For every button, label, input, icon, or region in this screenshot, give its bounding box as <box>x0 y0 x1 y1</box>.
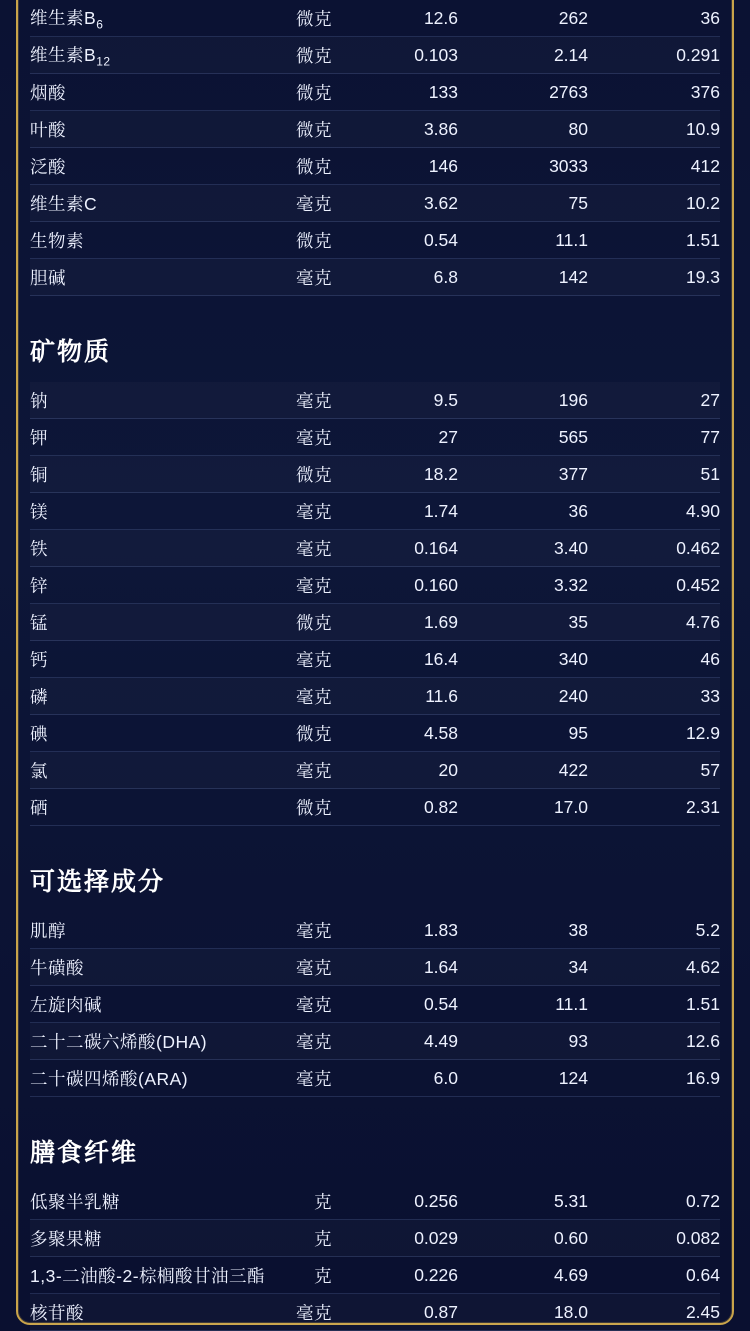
nutrient-name: 硒 <box>30 789 226 826</box>
nutrient-value-3: 77 <box>588 419 720 456</box>
nutrient-name-subscript: 6 <box>96 17 104 32</box>
nutrient-name: 铁 <box>30 530 226 567</box>
nutrient-value-1: 0.256 <box>332 1183 458 1220</box>
table-row <box>30 382 720 419</box>
nutrient-unit: 微克 <box>226 148 332 185</box>
nutrient-value-2: 340 <box>458 641 588 678</box>
nutrient-unit: 克 <box>226 1257 332 1294</box>
nutrient-value-1: 27 <box>332 419 458 456</box>
table-row <box>30 1023 720 1060</box>
nutrient-value-1: 0.164 <box>332 530 458 567</box>
nutrient-value-2: 2763 <box>458 74 588 111</box>
table-row <box>30 949 720 986</box>
nutrient-unit: 毫克 <box>226 949 332 986</box>
nutrient-value-2: 2.14 <box>458 37 588 74</box>
nutrient-unit: 毫克 <box>226 419 332 456</box>
nutrient-value-3: 33 <box>588 678 720 715</box>
section-heading-cell <box>30 296 720 383</box>
nutrient-name: 锰 <box>30 604 226 641</box>
nutrient-name: 低聚半乳糖 <box>30 1183 226 1220</box>
nutrient-value-1: 0.226 <box>332 1257 458 1294</box>
nutrient-unit: 毫克 <box>226 185 332 222</box>
nutrient-unit: 毫克 <box>226 1060 332 1097</box>
nutrient-unit: 毫克 <box>226 752 332 789</box>
section-heading-row <box>30 1097 720 1184</box>
nutrient-value-2: 80 <box>458 111 588 148</box>
table-row <box>30 148 720 185</box>
nutrient-name: 镁 <box>30 493 226 530</box>
section-title: 膳食纤维 <box>30 1139 139 1167</box>
nutrient-unit: 微克 <box>226 789 332 826</box>
nutrient-value-1: 1.74 <box>332 493 458 530</box>
nutrient-value-1: 146 <box>332 148 458 185</box>
table-row <box>30 111 720 148</box>
section-heading-row <box>30 296 720 383</box>
table-row <box>30 222 720 259</box>
nutrient-value-2: 3.40 <box>458 530 588 567</box>
nutrient-name: 锌 <box>30 567 226 604</box>
nutrient-name: 钠 <box>30 382 226 419</box>
nutrient-name: 多聚果糖 <box>30 1220 226 1257</box>
nutrient-value-1: 1.83 <box>332 912 458 949</box>
nutrition-table-container <box>30 0 720 1323</box>
nutrient-name: 铜 <box>30 456 226 493</box>
nutrient-value-2: 36 <box>458 493 588 530</box>
nutrient-value-2: 35 <box>458 604 588 641</box>
nutrient-value-3: 2.31 <box>588 789 720 826</box>
nutrient-value-3: 4.76 <box>588 604 720 641</box>
table-row <box>30 419 720 456</box>
nutrient-value-1: 0.82 <box>332 789 458 826</box>
nutrient-unit: 毫克 <box>226 912 332 949</box>
table-row <box>30 567 720 604</box>
nutrient-value-2: 0.60 <box>458 1220 588 1257</box>
nutrient-name: 左旋肉碱 <box>30 986 226 1023</box>
nutrient-value-3: 12.9 <box>588 715 720 752</box>
nutrient-value-2: 377 <box>458 456 588 493</box>
nutrient-value-1: 6.8 <box>332 259 458 296</box>
nutrient-name: 生物素 <box>30 222 226 259</box>
nutrient-value-1: 4.58 <box>332 715 458 752</box>
nutrient-value-2: 38 <box>458 912 588 949</box>
nutrient-value-2: 11.1 <box>458 986 588 1023</box>
nutrient-value-1: 20 <box>332 752 458 789</box>
nutrient-name: 钙 <box>30 641 226 678</box>
nutrient-name: 维生素$B_{12}$ <box>30 37 226 74</box>
table-row <box>30 0 720 37</box>
nutrient-value-1: 133 <box>332 74 458 111</box>
nutrient-unit: 微克 <box>226 715 332 752</box>
nutrient-value-2: 3.32 <box>458 567 588 604</box>
nutrient-value-2: 18.0 <box>458 1294 588 1331</box>
nutrient-value-3: 412 <box>588 148 720 185</box>
nutrient-value-3: 0.291 <box>588 37 720 74</box>
nutrient-value-1: 0.029 <box>332 1220 458 1257</box>
nutrient-name: 叶酸 <box>30 111 226 148</box>
nutrient-name: 烟酸 <box>30 74 226 111</box>
nutrient-value-2: 95 <box>458 715 588 752</box>
section-heading-cell <box>30 1097 720 1184</box>
table-row <box>30 789 720 826</box>
nutrient-value-2: 5.31 <box>458 1183 588 1220</box>
nutrient-name: 磷 <box>30 678 226 715</box>
table-row <box>30 259 720 296</box>
nutrient-value-2: 196 <box>458 382 588 419</box>
nutrient-value-2: 422 <box>458 752 588 789</box>
nutrient-value-2: 124 <box>458 1060 588 1097</box>
nutrient-value-1: 0.54 <box>332 986 458 1023</box>
table-row <box>30 1257 720 1294</box>
nutrient-value-2: 4.69 <box>458 1257 588 1294</box>
nutrient-unit: 微克 <box>226 222 332 259</box>
nutrient-name: 二十碳四烯酸(ARA) <box>30 1060 226 1097</box>
nutrient-value-3: 0.64 <box>588 1257 720 1294</box>
nutrient-unit: 微克 <box>226 74 332 111</box>
nutrient-unit: 毫克 <box>226 259 332 296</box>
nutrient-unit: 毫克 <box>226 382 332 419</box>
nutrient-name: 1,3-二油酸-2-棕榈酸甘油三酯 <box>30 1257 226 1294</box>
table-row <box>30 37 720 74</box>
table-row <box>30 641 720 678</box>
table-row <box>30 1060 720 1097</box>
section-heading-cell <box>30 826 720 913</box>
nutrient-value-1: 18.2 <box>332 456 458 493</box>
nutrient-value-3: 46 <box>588 641 720 678</box>
nutrient-value-1: 4.49 <box>332 1023 458 1060</box>
nutrient-name: 胆碱 <box>30 259 226 296</box>
nutrient-unit: 毫克 <box>226 1023 332 1060</box>
nutrient-unit: 毫克 <box>226 1294 332 1331</box>
nutrient-unit: 毫克 <box>226 567 332 604</box>
table-row <box>30 530 720 567</box>
nutrition-table-body <box>30 0 720 1331</box>
nutrient-value-1: 3.62 <box>332 185 458 222</box>
table-row <box>30 1183 720 1220</box>
nutrient-value-1: 11.6 <box>332 678 458 715</box>
table-row <box>30 74 720 111</box>
nutrient-value-3: 4.90 <box>588 493 720 530</box>
table-row <box>30 986 720 1023</box>
nutrient-unit: 克 <box>226 1183 332 1220</box>
nutrient-name: 泛酸 <box>30 148 226 185</box>
nutrient-name: 维生素C <box>30 185 226 222</box>
nutrient-unit: 毫克 <box>226 493 332 530</box>
nutrient-value-3: 2.45 <box>588 1294 720 1331</box>
table-row <box>30 604 720 641</box>
nutrient-unit: 微克 <box>226 111 332 148</box>
nutrient-value-2: 3033 <box>458 148 588 185</box>
nutrient-unit: 毫克 <box>226 986 332 1023</box>
nutrient-value-3: 57 <box>588 752 720 789</box>
nutrient-value-1: 6.0 <box>332 1060 458 1097</box>
nutrient-value-2: 75 <box>458 185 588 222</box>
nutrient-value-2: 142 <box>458 259 588 296</box>
nutrient-value-3: 10.9 <box>588 111 720 148</box>
nutrient-value-2: 11.1 <box>458 222 588 259</box>
nutrient-unit: 毫克 <box>226 641 332 678</box>
nutrient-unit: 微克 <box>226 0 332 37</box>
nutrient-value-3: 1.51 <box>588 222 720 259</box>
table-row <box>30 715 720 752</box>
nutrient-value-3: 4.62 <box>588 949 720 986</box>
nutrient-name: 核苷酸 <box>30 1294 226 1331</box>
nutrient-unit: 毫克 <box>226 678 332 715</box>
nutrient-value-1: 0.54 <box>332 222 458 259</box>
nutrient-value-2: 17.0 <box>458 789 588 826</box>
nutrient-value-1: 1.64 <box>332 949 458 986</box>
table-row <box>30 456 720 493</box>
nutrient-value-1: 12.6 <box>332 0 458 37</box>
table-row <box>30 185 720 222</box>
table-row <box>30 1220 720 1257</box>
nutrient-name-subscript: 12 <box>96 54 111 69</box>
nutrition-table <box>30 0 720 1331</box>
nutrient-value-3: 12.6 <box>588 1023 720 1060</box>
nutrient-value-3: 51 <box>588 456 720 493</box>
nutrient-value-3: 19.3 <box>588 259 720 296</box>
nutrient-value-1: 0.160 <box>332 567 458 604</box>
table-row <box>30 493 720 530</box>
nutrient-value-3: 0.72 <box>588 1183 720 1220</box>
table-row <box>30 1294 720 1331</box>
nutrient-value-3: 16.9 <box>588 1060 720 1097</box>
nutrient-value-2: 93 <box>458 1023 588 1060</box>
nutrient-value-3: 0.452 <box>588 567 720 604</box>
nutrient-name: 牛磺酸 <box>30 949 226 986</box>
nutrient-name: 钾 <box>30 419 226 456</box>
nutrient-name: 碘 <box>30 715 226 752</box>
section-heading-row <box>30 826 720 913</box>
nutrient-name: 氯 <box>30 752 226 789</box>
table-row <box>30 752 720 789</box>
nutrient-unit: 毫克 <box>226 530 332 567</box>
nutrient-value-3: 5.2 <box>588 912 720 949</box>
table-row <box>30 912 720 949</box>
nutrient-value-3: 376 <box>588 74 720 111</box>
nutrient-value-1: 1.69 <box>332 604 458 641</box>
nutrient-value-3: 36 <box>588 0 720 37</box>
nutrient-value-1: 9.5 <box>332 382 458 419</box>
nutrient-value-2: 240 <box>458 678 588 715</box>
nutrient-value-2: 34 <box>458 949 588 986</box>
nutrient-name: 维生素$B_6$ <box>30 0 226 37</box>
nutrient-value-3: 1.51 <box>588 986 720 1023</box>
table-row <box>30 678 720 715</box>
nutrient-name: 二十二碳六烯酸(DHA) <box>30 1023 226 1060</box>
section-title: 矿物质 <box>30 338 112 366</box>
nutrient-value-1: 0.87 <box>332 1294 458 1331</box>
nutrient-value-2: 565 <box>458 419 588 456</box>
nutrient-unit: 克 <box>226 1220 332 1257</box>
nutrient-unit: 微克 <box>226 37 332 74</box>
nutrient-value-3: 27 <box>588 382 720 419</box>
nutrient-value-3: 0.462 <box>588 530 720 567</box>
nutrient-value-2: 262 <box>458 0 588 37</box>
nutrient-value-1: 3.86 <box>332 111 458 148</box>
nutrient-name: 肌醇 <box>30 912 226 949</box>
nutrient-value-1: 0.103 <box>332 37 458 74</box>
nutrient-unit: 微克 <box>226 604 332 641</box>
nutrient-value-3: 10.2 <box>588 185 720 222</box>
nutrient-unit: 微克 <box>226 456 332 493</box>
section-title: 可选择成分 <box>30 868 166 896</box>
nutrient-value-3: 0.082 <box>588 1220 720 1257</box>
nutrient-value-1: 16.4 <box>332 641 458 678</box>
